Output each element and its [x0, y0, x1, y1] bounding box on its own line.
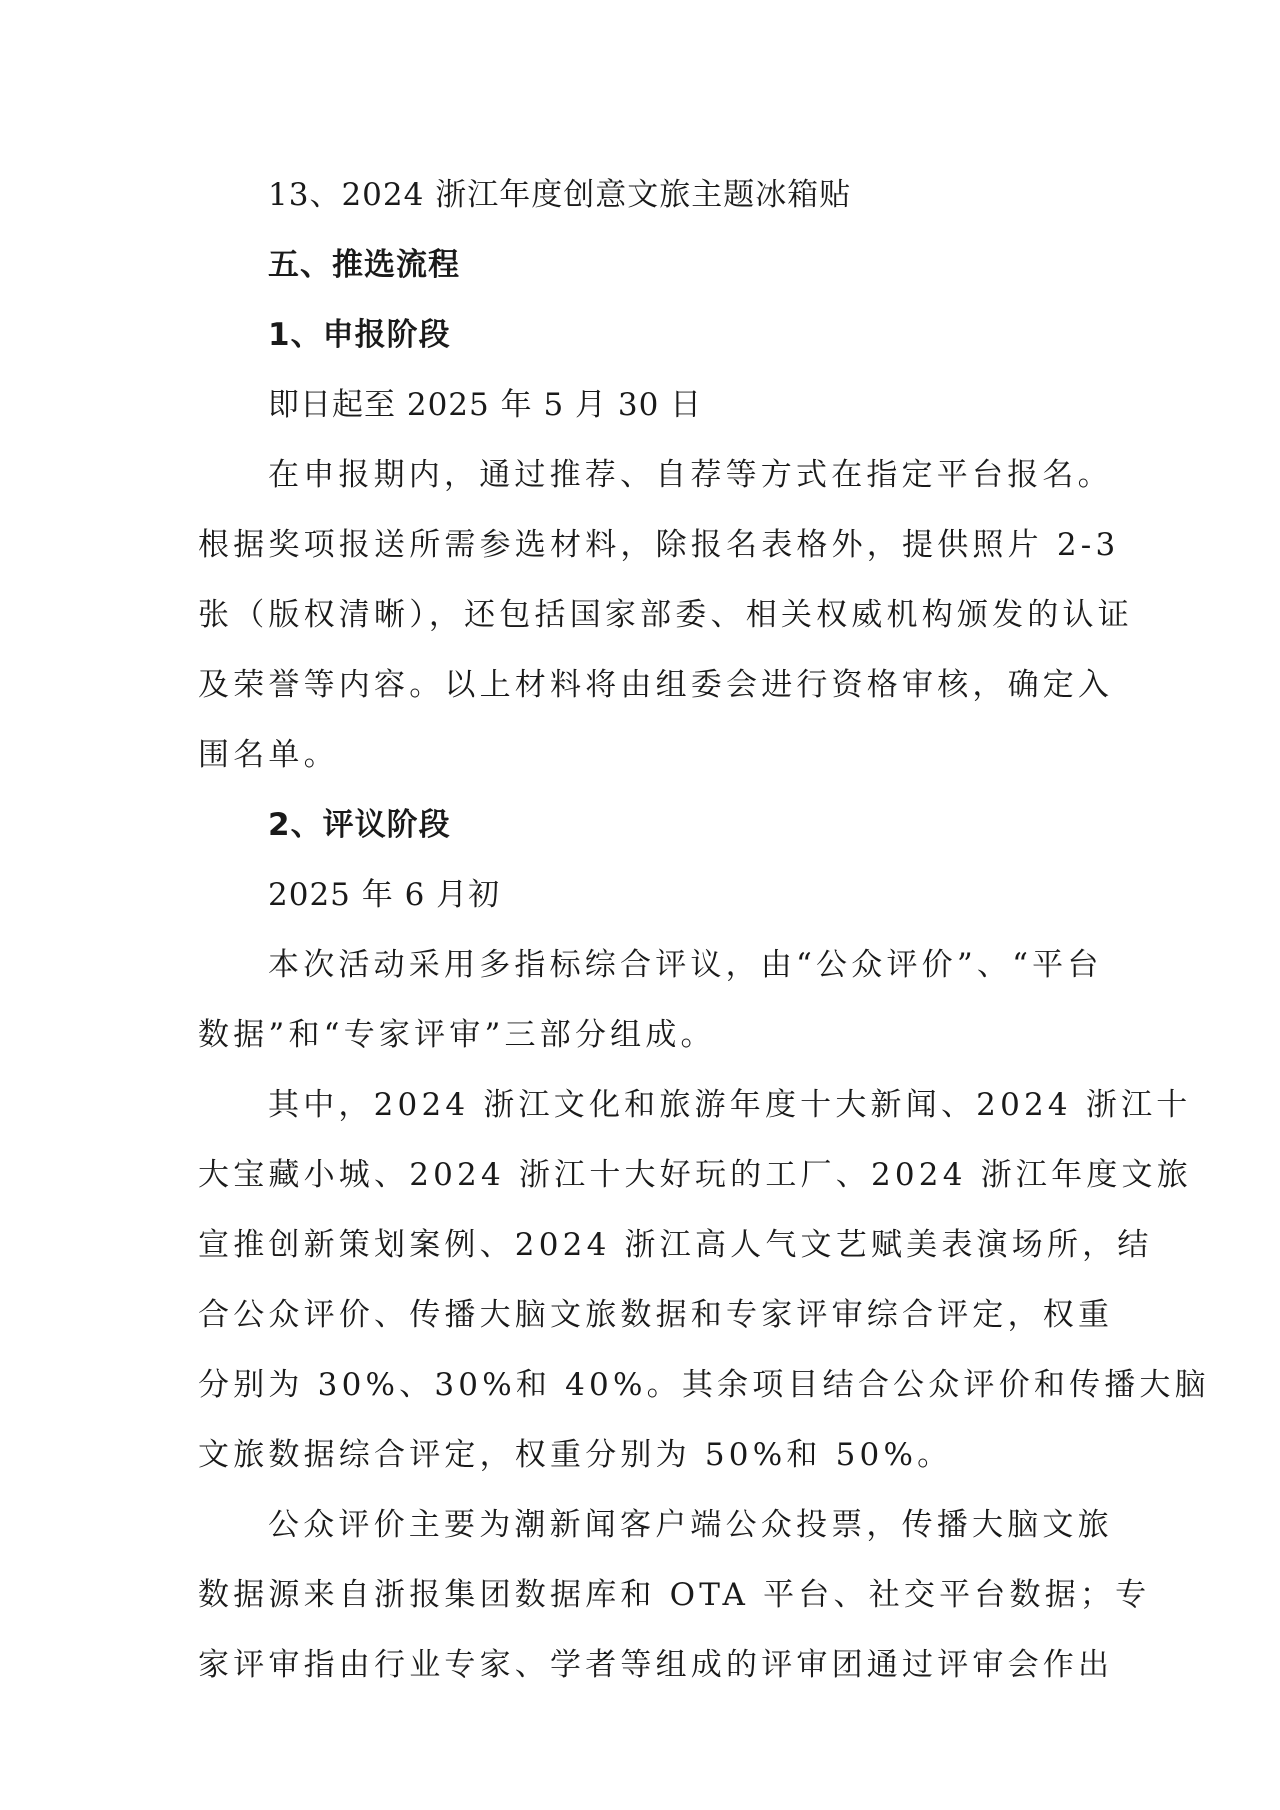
stage-2-date: 2025 年 6 月初 — [268, 877, 501, 913]
paragraph-line: 数据”和“专家评审”三部分组成。 — [198, 1017, 716, 1053]
list-item-13: 13、2024 浙江年度创意文旅主题冰箱贴 — [268, 177, 852, 213]
paragraph-line: 根据奖项报送所需参选材料，除报名表格外，提供照片 2-3 — [198, 527, 1120, 563]
stage-1-date: 即日起至 2025 年 5 月 30 日 — [268, 387, 703, 423]
paragraph-line: 在申报期内，通过推荐、自荐等方式在指定平台报名。 — [268, 457, 1113, 493]
paragraph-line: 张（版权清晰），还包括国家部委、相关权威机构颁发的认证 — [198, 597, 1133, 633]
stage-1-paragraph — [198, 440, 1133, 790]
paragraph-line: 宣推创新策划案例、2024 浙江高人气文艺赋美表演场所，结 — [198, 1227, 1153, 1263]
paragraph-line: 及荣誉等内容。以上材料将由组委会进行资格审核，确定入 — [198, 667, 1114, 703]
stage-1-heading: 1、申报阶段 — [268, 317, 451, 353]
paragraph-line: 围名单。 — [198, 737, 339, 773]
paragraph-line: 分别为 30%、30%和 40%。其余项目结合公众评价和传播大脑 — [198, 1367, 1210, 1403]
paragraph-line: 数据源来自浙报集团数据库和 OTA 平台、社交平台数据；专 — [198, 1577, 1151, 1613]
paragraph-line: 家评审指由行业专家、学者等组成的评审团通过评审会作出 — [198, 1647, 1114, 1683]
stage-2-paragraph-3 — [198, 1490, 1151, 1700]
paragraph-line: 大宝藏小城、2024 浙江十大好玩的工厂、2024 浙江年度文旅 — [198, 1157, 1192, 1193]
paragraph-line: 合公众评价、传播大脑文旅数据和专家评审综合评定，权重 — [198, 1297, 1114, 1333]
document-page — [198, 160, 1210, 1700]
section-heading-5: 五、推选流程 — [268, 247, 460, 283]
stage-2-heading: 2、评议阶段 — [268, 807, 451, 843]
stage-2-paragraph-2 — [198, 1070, 1210, 1490]
paragraph-line: 文旅数据综合评定，权重分别为 50%和 50%。 — [198, 1437, 953, 1473]
paragraph-line: 其中，2024 浙江文化和旅游年度十大新闻、2024 浙江十 — [268, 1087, 1192, 1123]
stage-2-paragraph-1 — [198, 930, 1103, 1070]
paragraph-line: 公众评价主要为潮新闻客户端公众投票，传播大脑文旅 — [268, 1507, 1113, 1543]
paragraph-line: 本次活动采用多指标综合评议，由“公众评价”、“平台 — [268, 947, 1103, 983]
